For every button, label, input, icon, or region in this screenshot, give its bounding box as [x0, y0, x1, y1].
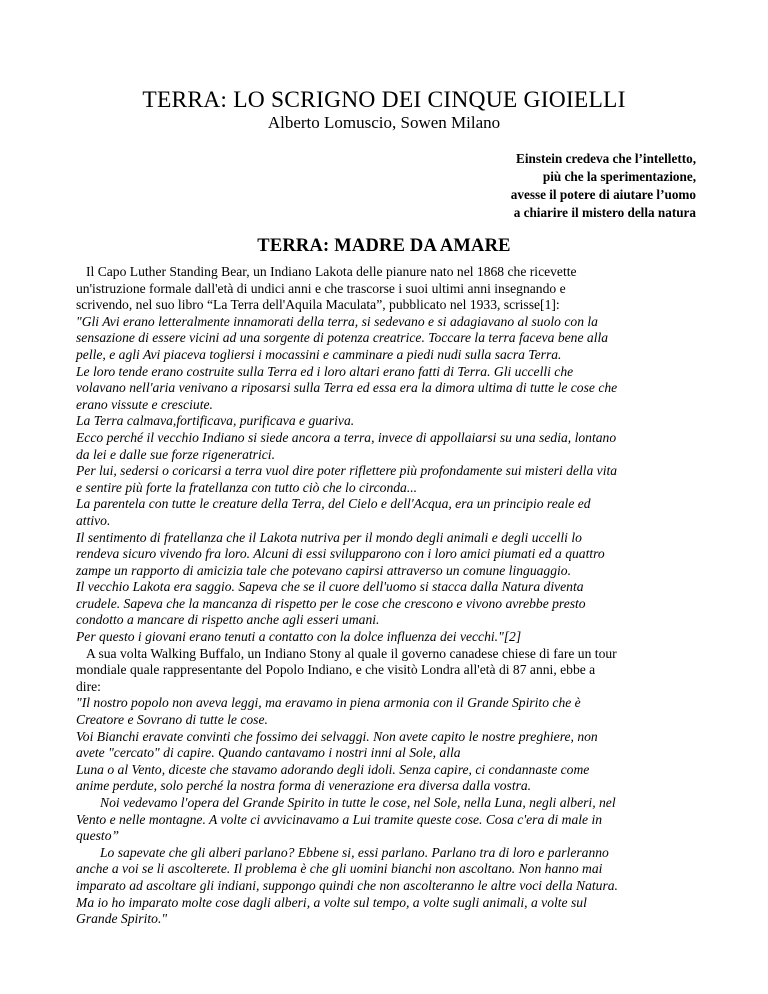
- text-line: erano vissute e cresciute.: [76, 396, 213, 412]
- text-line: da lei e dalle sue forze rigeneratrici.: [76, 446, 275, 462]
- text-line: condotto a mancare di rispetto anche agli esseri umani.: [76, 612, 380, 628]
- section-title: TERRA: MADRE DA AMARE: [257, 236, 511, 256]
- document-authors: Alberto Lomuscio, Sowen Milano: [267, 113, 501, 132]
- text-line: "Gli Avi erano letteralmente innamorati della terra, si sedevano e si adagiavano al suolo con la: [76, 313, 598, 329]
- text-line: Grande Spirito.": [76, 911, 168, 927]
- text-line: sensazione di essere vicini ad una sorgente di potenza creatrice. Toccare la terra faceva bene alla: [76, 330, 609, 346]
- text-line: La parentela con tutte le creature della Terra, del Cielo e dell'Acqua, era un principio reale ed: [76, 496, 591, 512]
- text-line: Voi Bianchi eravate convinti che fossimo dei selvaggi. Non avete capito le nostre preghiere, non: [76, 728, 598, 744]
- text-line: La Terra calmava,fortificava, purificava e guariva.: [76, 413, 355, 429]
- text-line: Il sentimento di fratellanza che il Lakota nutriva per il mondo degli animali e degli uccelli lo: [76, 529, 582, 545]
- text-line: avete "cercato" di capire. Quando cantavamo i nostri inni al Sole, alla: [76, 745, 461, 761]
- text-line: scrivendo, nel suo libro “La Terra dell'Aquila Maculata”, pubblicato nel 1933, scrisse[1]:: [76, 297, 560, 313]
- text-line: pelle, e agli Avi piaceva togliersi i mocassini e camminare a piedi nudi sulla sacra Terra.: [76, 346, 562, 362]
- text-line: dire:: [76, 678, 101, 694]
- text-line: Il vecchio Lakota era saggio. Sapeva che se il cuore dell'uomo si stacca dalla Natura diventa: [76, 579, 584, 595]
- text-line: Ecco perché il vecchio Indiano si siede ancora a terra, invece di appollaiarsi su una sedia, lontano: [76, 429, 617, 445]
- text-line: Vento e nelle montagne. A volte ci avvicinavamo a Lui tramite queste cose. Cosa c'era di male in: [76, 811, 603, 827]
- text-line: crudele. Sapeva che la mancanza di rispetto per le cose che crescono e vivono avrebbe presto: [76, 595, 586, 611]
- text-line: Il Capo Luther Standing Bear, un Indiano Lakota delle pianure nato nel 1868 che ricevette: [86, 264, 577, 279]
- text-line: questo”: [76, 828, 120, 844]
- text-line: Lo sapevate che gli alberi parlano? Ebbene si, essi parlano. Parlano tra di loro e parleranno: [100, 844, 609, 860]
- text-line: un'istruzione formale dall'età di undici anni e che trascorse i suoi ultimi anni insegnando e: [76, 280, 566, 296]
- text-line: Le loro tende erano costruite sulla Terra ed i loro altari erano fatti di Terra. Gli uccelli che: [76, 363, 574, 379]
- text-line: "Il nostro popolo non aveva leggi, ma eravamo in piena armonia con il Grande Spirito che è: [76, 695, 581, 711]
- text-line: mondiale quale rappresentante del Popolo Indiano, e che visitò Londra all'età di 87 anni, ebbe a: [76, 662, 596, 678]
- epigraph-line: più che la sperimentazione,: [542, 169, 696, 184]
- text-line: e sentire più forte la fratellanza con tutto ciò che lo circonda...: [76, 479, 418, 495]
- text-line: anime perdute, solo perché la nostra forma di venerazione era diversa dalla vostra.: [76, 778, 532, 794]
- body-text: [76, 264, 706, 928]
- document-title: TERRA: LO SCRIGNO DEI CINQUE GIOIELLI: [142, 87, 626, 113]
- text-line: Ma io ho imparato molte cose dagli alberi, a volte sul tempo, a volte sugli animali, a volte sul: [76, 894, 587, 910]
- text-line: A sua volta Walking Buffalo, un Indiano Stony al quale il governo canadese chiese di fare un tour: [86, 645, 617, 661]
- text-line: zampe un rapporto di amicizia tale che potevano capirsi attraverso un comune linguaggio.: [76, 562, 571, 578]
- text-line: Per lui, sedersi o coricarsi a terra vuol dire poter riflettere più profondamente sui misteri della vita: [76, 463, 618, 479]
- epigraph-line: avesse il potere di aiutare l’uomo: [510, 187, 696, 202]
- text-line: volavano nell'aria venivano a riposarsi sulla Terra ed essa era la dimora ultima di tutte le cose che: [76, 380, 618, 396]
- epigraph: [511, 150, 696, 222]
- text-line: attivo.: [76, 512, 111, 528]
- text-line: anche a voi se li ascolterete. Il problema è che gli uomini bianchi non ascoltano. Non hanno mai: [76, 861, 603, 877]
- text-line: Luna o al Vento, diceste che stavamo adorando degli idoli. Senza capire, ci condannaste come: [76, 761, 590, 777]
- text-line: Per questo i giovani erano tenuti a contatto con la dolce influenza dei vecchi."[2]: [76, 629, 522, 645]
- text-line: imparato ad ascoltare gli indiani, suppongo quindi che non ascolteranno le altre voci della Natura.: [76, 877, 618, 893]
- text-line: Noi vedevamo l'opera del Grande Spirito in tutte le cose, nel Sole, nella Luna, negli alberi, nel: [100, 795, 616, 810]
- text-line: Creatore e Sovrano di tutte le cose.: [76, 712, 268, 728]
- epigraph-line: a chiarire il mistero della natura: [513, 205, 696, 220]
- text-line: rendeva sicuro vivendo fra loro. Alcuni di essi svilupparono con i loro amici piumati ed a quattro: [76, 546, 605, 562]
- epigraph-line: Einstein credeva che l’intelletto,: [516, 151, 696, 166]
